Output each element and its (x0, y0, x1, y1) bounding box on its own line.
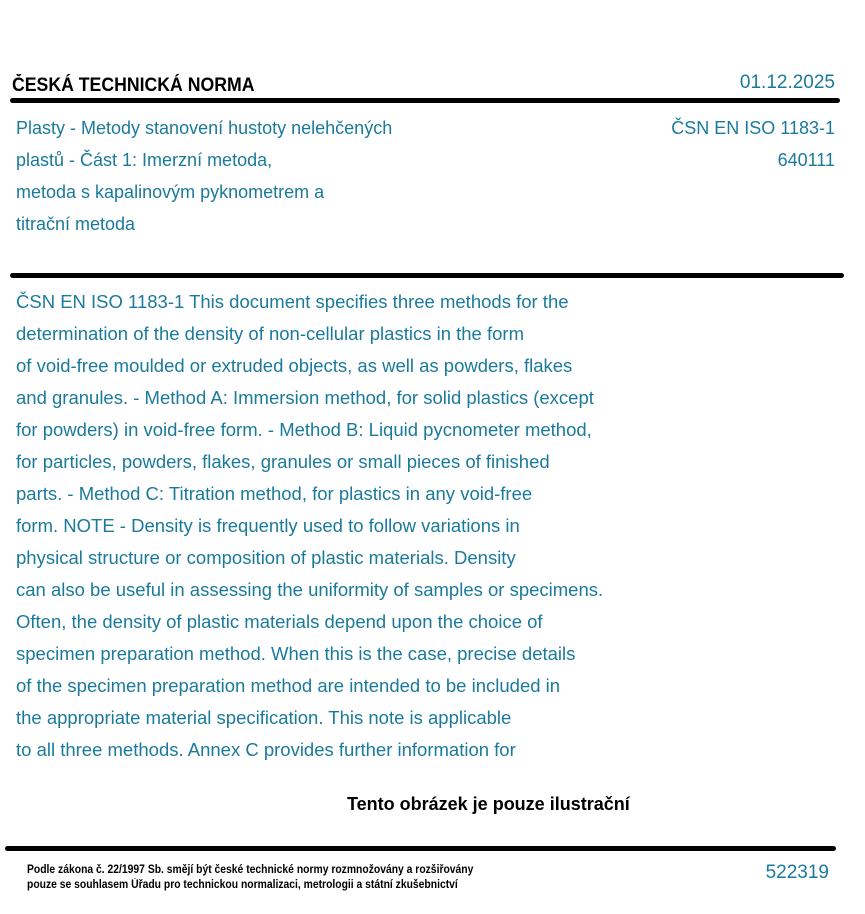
title-line: titrační metoda (16, 214, 136, 234)
classification-code: 640111 (777, 150, 835, 170)
abstract-line: form. NOTE - Density is frequently used to follow variations in (16, 515, 520, 536)
header-divider (10, 98, 840, 103)
abstract-line: to all three methods. Annex C provides further information for (16, 739, 516, 760)
section-divider (10, 273, 844, 278)
publication-date: 01.12.2025 (739, 72, 835, 93)
abstract-line: determination of the density of non-cellular plastics in the form (16, 323, 524, 344)
legal-notice-line: Podle zákona č. 22/1997 Sb. smějí být české technické normy rozmnožovány a rozšiřovány (27, 864, 474, 876)
abstract-line: parts. - Method C: Titration method, for plastics in any void-free (16, 483, 533, 504)
abstract-line: Often, the density of plastic materials depend upon the choice of (16, 611, 543, 632)
standard-designation: ČSN EN ISO 1183-1 (671, 118, 835, 138)
abstract-line: for powders) in void-free form. - Method B: Liquid pycnometer method, (16, 419, 592, 440)
abstract-line: physical structure or composition of plastic materials. Density (16, 547, 516, 568)
abstract-line: can also be useful in assessing the uniformity of samples or specimens. (16, 579, 604, 600)
legal-notice-line: pouze se souhlasem Úřadu pro technickou normalizaci, metrologii a státní zkušebnictví (27, 879, 458, 891)
abstract-line: specimen preparation method. When this is the case, precise details (16, 643, 576, 664)
document-type-heading: ČESKÁ TECHNICKÁ NORMA (12, 75, 255, 96)
abstract-line: of void-free moulded or extruded objects, as well as powders, flakes (16, 355, 573, 376)
title-line: metoda s kapalinovým pyknometrem a (16, 182, 325, 202)
illustration-note: Tento obrázek je pouze ilustrační (347, 794, 630, 814)
abstract-line: and granules. - Method A: Immersion method, for solid plastics (except (16, 387, 594, 408)
document-id: 522319 (765, 862, 829, 883)
title-line: plastů - Část 1: Imerzní metoda, (16, 150, 273, 170)
abstract-line: ČSN EN ISO 1183-1 This document specifies three methods for the (16, 291, 569, 312)
abstract-line: the appropriate material specification. This note is applicable (16, 707, 512, 728)
abstract-line: for particles, powders, flakes, granules or small pieces of finished (16, 451, 550, 472)
footer-divider (5, 846, 836, 851)
abstract-line: of the specimen preparation method are intended to be included in (16, 675, 561, 696)
title-line: Plasty - Metody stanovení hustoty nelehčených (16, 118, 393, 138)
